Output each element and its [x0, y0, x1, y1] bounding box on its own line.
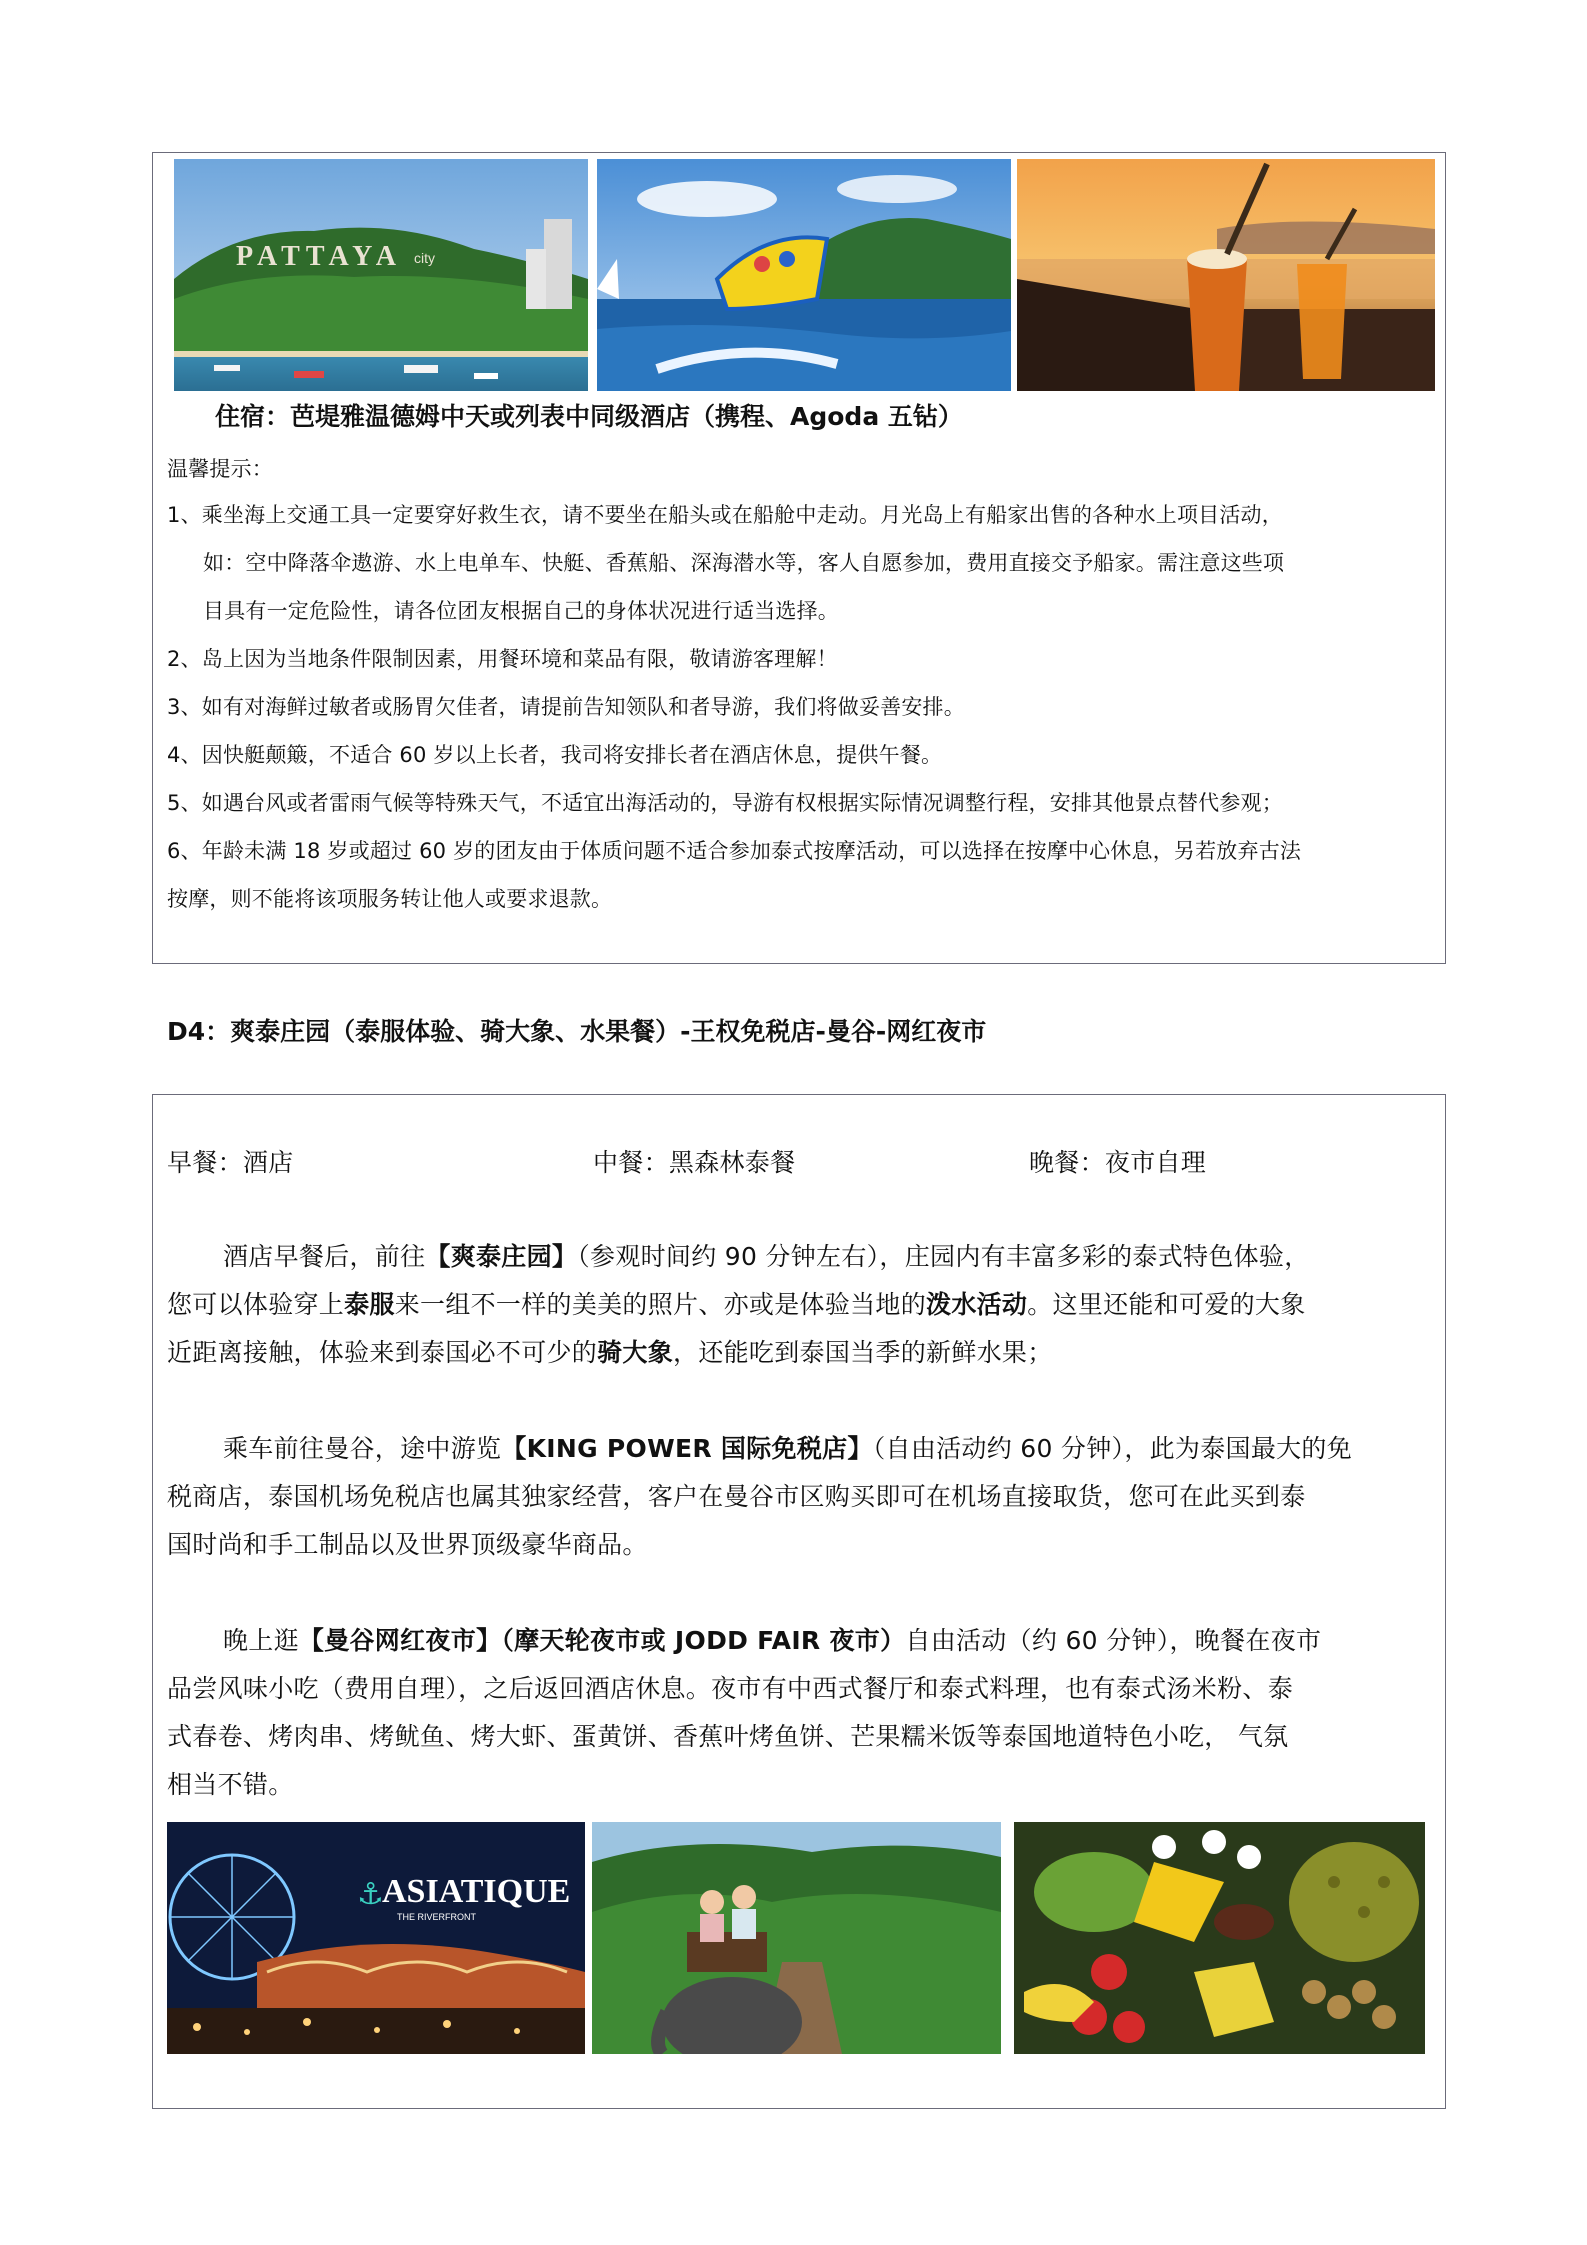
para1-line1: [223, 1237, 1310, 1273]
para1-text: 酒店早餐后，前往: [223, 1242, 426, 1271]
elephant-ride-highlight: 骑大象: [597, 1338, 674, 1367]
para1-text: 。这里还能和可爱的大象: [1027, 1290, 1306, 1319]
flyfish-banana-boat-photo: [597, 159, 1011, 391]
para2-line1: [223, 1429, 1352, 1465]
day-heading: D4：爽泰庄园（泰服体验、骑大象、水果餐）-王权免税店-曼谷-网红夜市: [167, 1017, 987, 1046]
sunset-drinks-photo: [1017, 159, 1435, 391]
para1-text: 来一组不一样的美美的照片、亦或是体验当地的: [394, 1290, 927, 1319]
para2-line3: 国时尚和手工制品以及世界顶级豪华商品。: [167, 1530, 648, 1559]
tip-1-line-2: 如：空中降落伞遨游、水上电单车、快艇、香蕉船、深海潜水等，客人自愿参加，费用直接交予船家。需注意这些项: [203, 551, 1285, 575]
para1-text: 近距离接触，体验来到泰国必不可少的: [167, 1338, 598, 1367]
shuangtai-manor-highlight: 【爽泰庄园】: [425, 1242, 578, 1271]
para2-line2: 税商店，泰国机场免税店也属其独家经营，客户在曼谷市区购买即可在机场直接取货，您可在此买到泰: [167, 1482, 1306, 1511]
para1-line2: [167, 1285, 1306, 1321]
pattaya-sign-suffix: city: [414, 250, 435, 266]
tip-4: 4、因快艇颠簸，不适合 60 岁以上长者，我司将安排长者在酒店休息，提供午餐。: [167, 743, 943, 767]
elephant-ride-photo: [592, 1822, 1001, 2054]
pattaya-city-hill-photo: [174, 159, 588, 391]
accommodation-line: 住宿：芭堤雅温德姆中天或列表中同级酒店（携程、Agoda 五钻）: [215, 402, 963, 431]
anchor-icon: ⚓: [357, 1877, 384, 1912]
meal-dinner: 晚餐：夜市自理: [1029, 1148, 1207, 1177]
tip-1-line-3: 目具有一定危险性，请各位团友根据自己的身体状况进行适当选择。: [203, 599, 839, 623]
meal-lunch: 中餐：黑森林泰餐: [593, 1148, 796, 1177]
para3-line4: 相当不错。: [167, 1770, 294, 1799]
asiatique-sign: ASIATIQUE: [382, 1873, 571, 1910]
tip-2: 2、岛上因为当地条件限制因素，用餐环境和菜品有限，敬请游客理解！: [167, 647, 838, 671]
para1-text: ，还能吃到泰国当季的新鲜水果；: [673, 1338, 1053, 1367]
para3-text: 自由活动（约 60 分钟），晚餐在夜市: [905, 1626, 1322, 1655]
para3-text: 晚上逛: [223, 1626, 299, 1655]
para3-line1: [223, 1621, 1321, 1657]
para1-text: （参观时间约 90 分钟左右），庄园内有丰富多彩的泰式特色体验，: [577, 1242, 1310, 1271]
tip-3: 3、如有对海鲜过敏者或肠胃欠佳者，请提前告知领队和者导游，我们将做妥善安排。: [167, 695, 965, 719]
thai-costume-highlight: 泰服: [344, 1290, 395, 1319]
para2-text: 乘车前往曼谷，途中游览: [223, 1434, 502, 1463]
meal-breakfast: 早餐：酒店: [167, 1148, 294, 1177]
tips-title: 温馨提示：: [167, 457, 273, 481]
para2-text: （自由活动约 60 分钟），此为泰国最大的免: [872, 1434, 1353, 1463]
para3-line2: 品尝风味小吃（费用自理），之后返回酒店休息。夜市有中西式餐厅和泰式料理，也有泰式汤米粉、泰: [167, 1674, 1294, 1703]
tip-1-line-1: 1、乘坐海上交通工具一定要穿好救生衣，请不要坐在船头或在船舱中走动。月光岛上有船家出售的各种水上项目活动，: [167, 503, 1283, 527]
para1-line3: [167, 1333, 1053, 1369]
pattaya-sign: PATTAYA: [236, 241, 402, 272]
king-power-highlight: 【KING POWER 国际免税店】: [501, 1434, 873, 1463]
night-market-highlight: 【曼谷网红夜市】（摩天轮夜市或 JODD FAIR 夜市）: [298, 1626, 906, 1655]
tip-6-line-2: 按摩，则不能将该项服务转让他人或要求退款。: [167, 887, 613, 911]
tropical-fruits-photo: [1014, 1822, 1425, 2054]
tip-6-line-1: 6、年龄未满 18 岁或超过 60 岁的团友由于体质问题不适合参加泰式按摩活动，可以选择在按摩中心休息，另若放弃古法: [167, 839, 1302, 863]
asiatique-sign-sub: THE RIVERFRONT: [397, 1912, 477, 1922]
para3-line3: 式春卷、烤肉串、烤鱿鱼、烤大虾、蛋黄饼、香蕉叶烤鱼饼、芒果糯米饭等泰国地道特色小吃， 气氛: [167, 1722, 1289, 1751]
para1-text: 您可以体验穿上: [167, 1290, 345, 1319]
water-splash-highlight: 泼水活动: [926, 1290, 1028, 1319]
asiatique-riverfront-photo: [167, 1822, 585, 2054]
tip-5: 5、如遇台风或者雷雨气候等特殊天气，不适宜出海活动的，导游有权根据实际情况调整行程，安排其他景点替代参观；: [167, 791, 1283, 815]
